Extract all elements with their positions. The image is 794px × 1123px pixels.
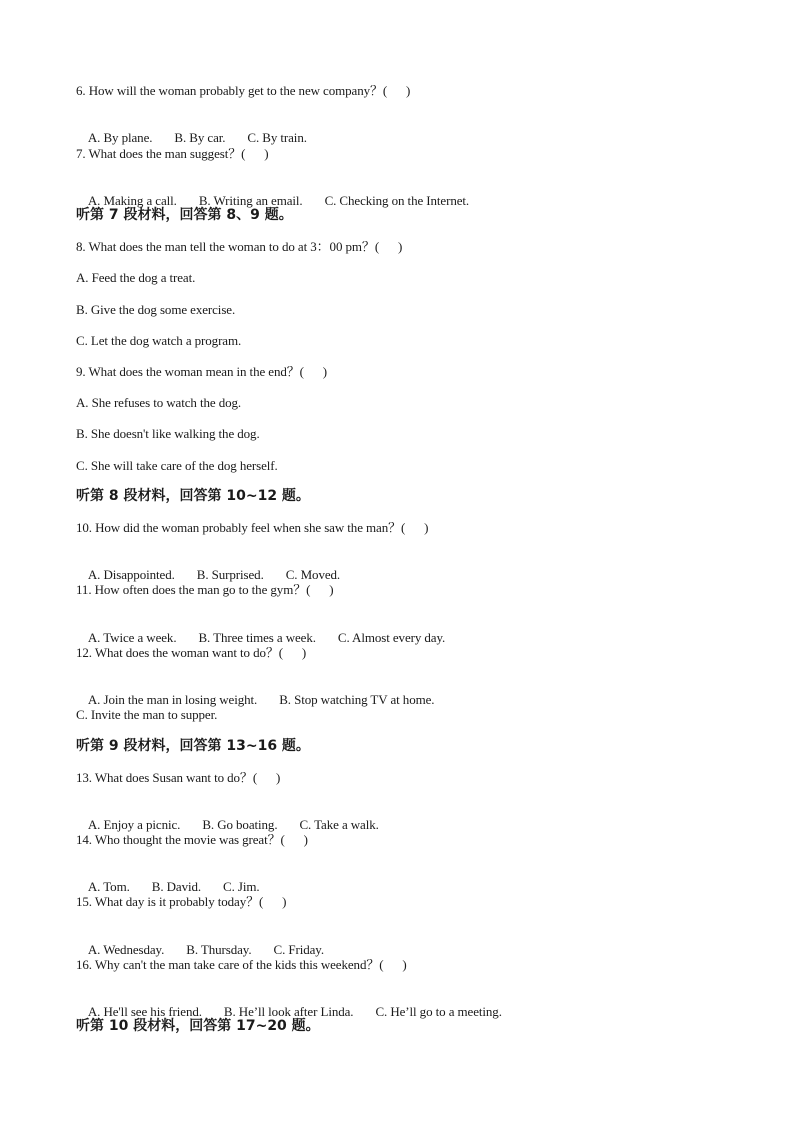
section-heading-7: 听第 7 段材料，回答第 8、9 题。 — [76, 207, 293, 223]
question-8-option-c: C. Let the dog watch a program. — [76, 333, 242, 348]
option-c: C. Friday. — [273, 942, 325, 957]
option-b: B. Surprised. — [196, 567, 264, 582]
option-a: A. Enjoy a picnic. — [87, 817, 181, 832]
option-a: A. He'll see his friend. — [87, 1004, 202, 1019]
question-9: 9. What does the woman mean in the end？( ) — [76, 364, 328, 379]
option-a: A. By plane. — [87, 130, 153, 145]
option-a: A. Join the man in losing weight. — [87, 692, 258, 707]
question-8: 8. What does the man tell the woman to do at 3：00 pm？( ) — [76, 239, 403, 254]
question-7: 7. What does the man suggest？( ) — [76, 146, 269, 161]
section-heading-8: 听第 8 段材料，回答第 10~12 题。 — [76, 488, 310, 504]
question-10: 10. How did the woman probably feel when she saw the man？( ) — [76, 520, 429, 535]
option-c: C. Checking on the Internet. — [324, 193, 470, 208]
question-9-option-b: B. She doesn't like walking the dog. — [76, 426, 260, 441]
option-b: B. Writing an email. — [198, 193, 303, 208]
option-a: A. Making a call. — [87, 193, 177, 208]
option-a: A. Disappointed. — [87, 567, 175, 582]
option-b: B. Thursday. — [186, 942, 252, 957]
question-9-option-a: A. She refuses to watch the dog. — [76, 395, 242, 410]
question-12: 12. What does the woman want to do？( ) — [76, 645, 307, 660]
question-15: 15. What day is it probably today？( ) — [76, 894, 287, 909]
question-8-option-b: B. Give the dog some exercise. — [76, 302, 236, 317]
question-11: 11. How often does the man go to the gym？( ) — [76, 582, 334, 597]
option-b: B. Three times a week. — [198, 630, 316, 645]
section-heading-9: 听第 9 段材料，回答第 13~16 题。 — [76, 738, 310, 754]
option-c: C. He’ll go to a meeting. — [375, 1004, 502, 1019]
question-8-option-a: A. Feed the dog a treat. — [76, 270, 196, 285]
option-a: A. Wednesday. — [87, 942, 165, 957]
option-c: C. Jim. — [223, 879, 260, 894]
option-c: C. Moved. — [285, 567, 341, 582]
option-a: A. Twice a week. — [87, 630, 177, 645]
option-c: C. Take a walk. — [299, 817, 379, 832]
question-6: 6. How will the woman probably get to the new company？( ) — [76, 83, 411, 98]
question-12-option-c: C. Invite the man to supper. — [76, 707, 218, 722]
option-b: B. Stop watching TV at home. — [279, 692, 435, 707]
option-b: B. He’ll look after Linda. — [223, 1004, 354, 1019]
question-16: 16. Why can't the man take care of the kids this weekend？( ) — [76, 957, 407, 972]
option-c: C. Almost every day. — [337, 630, 446, 645]
section-heading-10: 听第 10 段材料，回答第 17~20 题。 — [76, 1018, 320, 1034]
question-9-option-c: C. She will take care of the dog herself. — [76, 458, 278, 473]
option-b: B. David. — [151, 879, 202, 894]
option-b: B. Go boating. — [202, 817, 278, 832]
option-c: C. By train. — [247, 130, 307, 145]
question-14: 14. Who thought the movie was great？( ) — [76, 832, 308, 847]
question-13: 13. What does Susan want to do？( ) — [76, 770, 281, 785]
option-a: A. Tom. — [87, 879, 130, 894]
option-b: B. By car. — [174, 130, 226, 145]
